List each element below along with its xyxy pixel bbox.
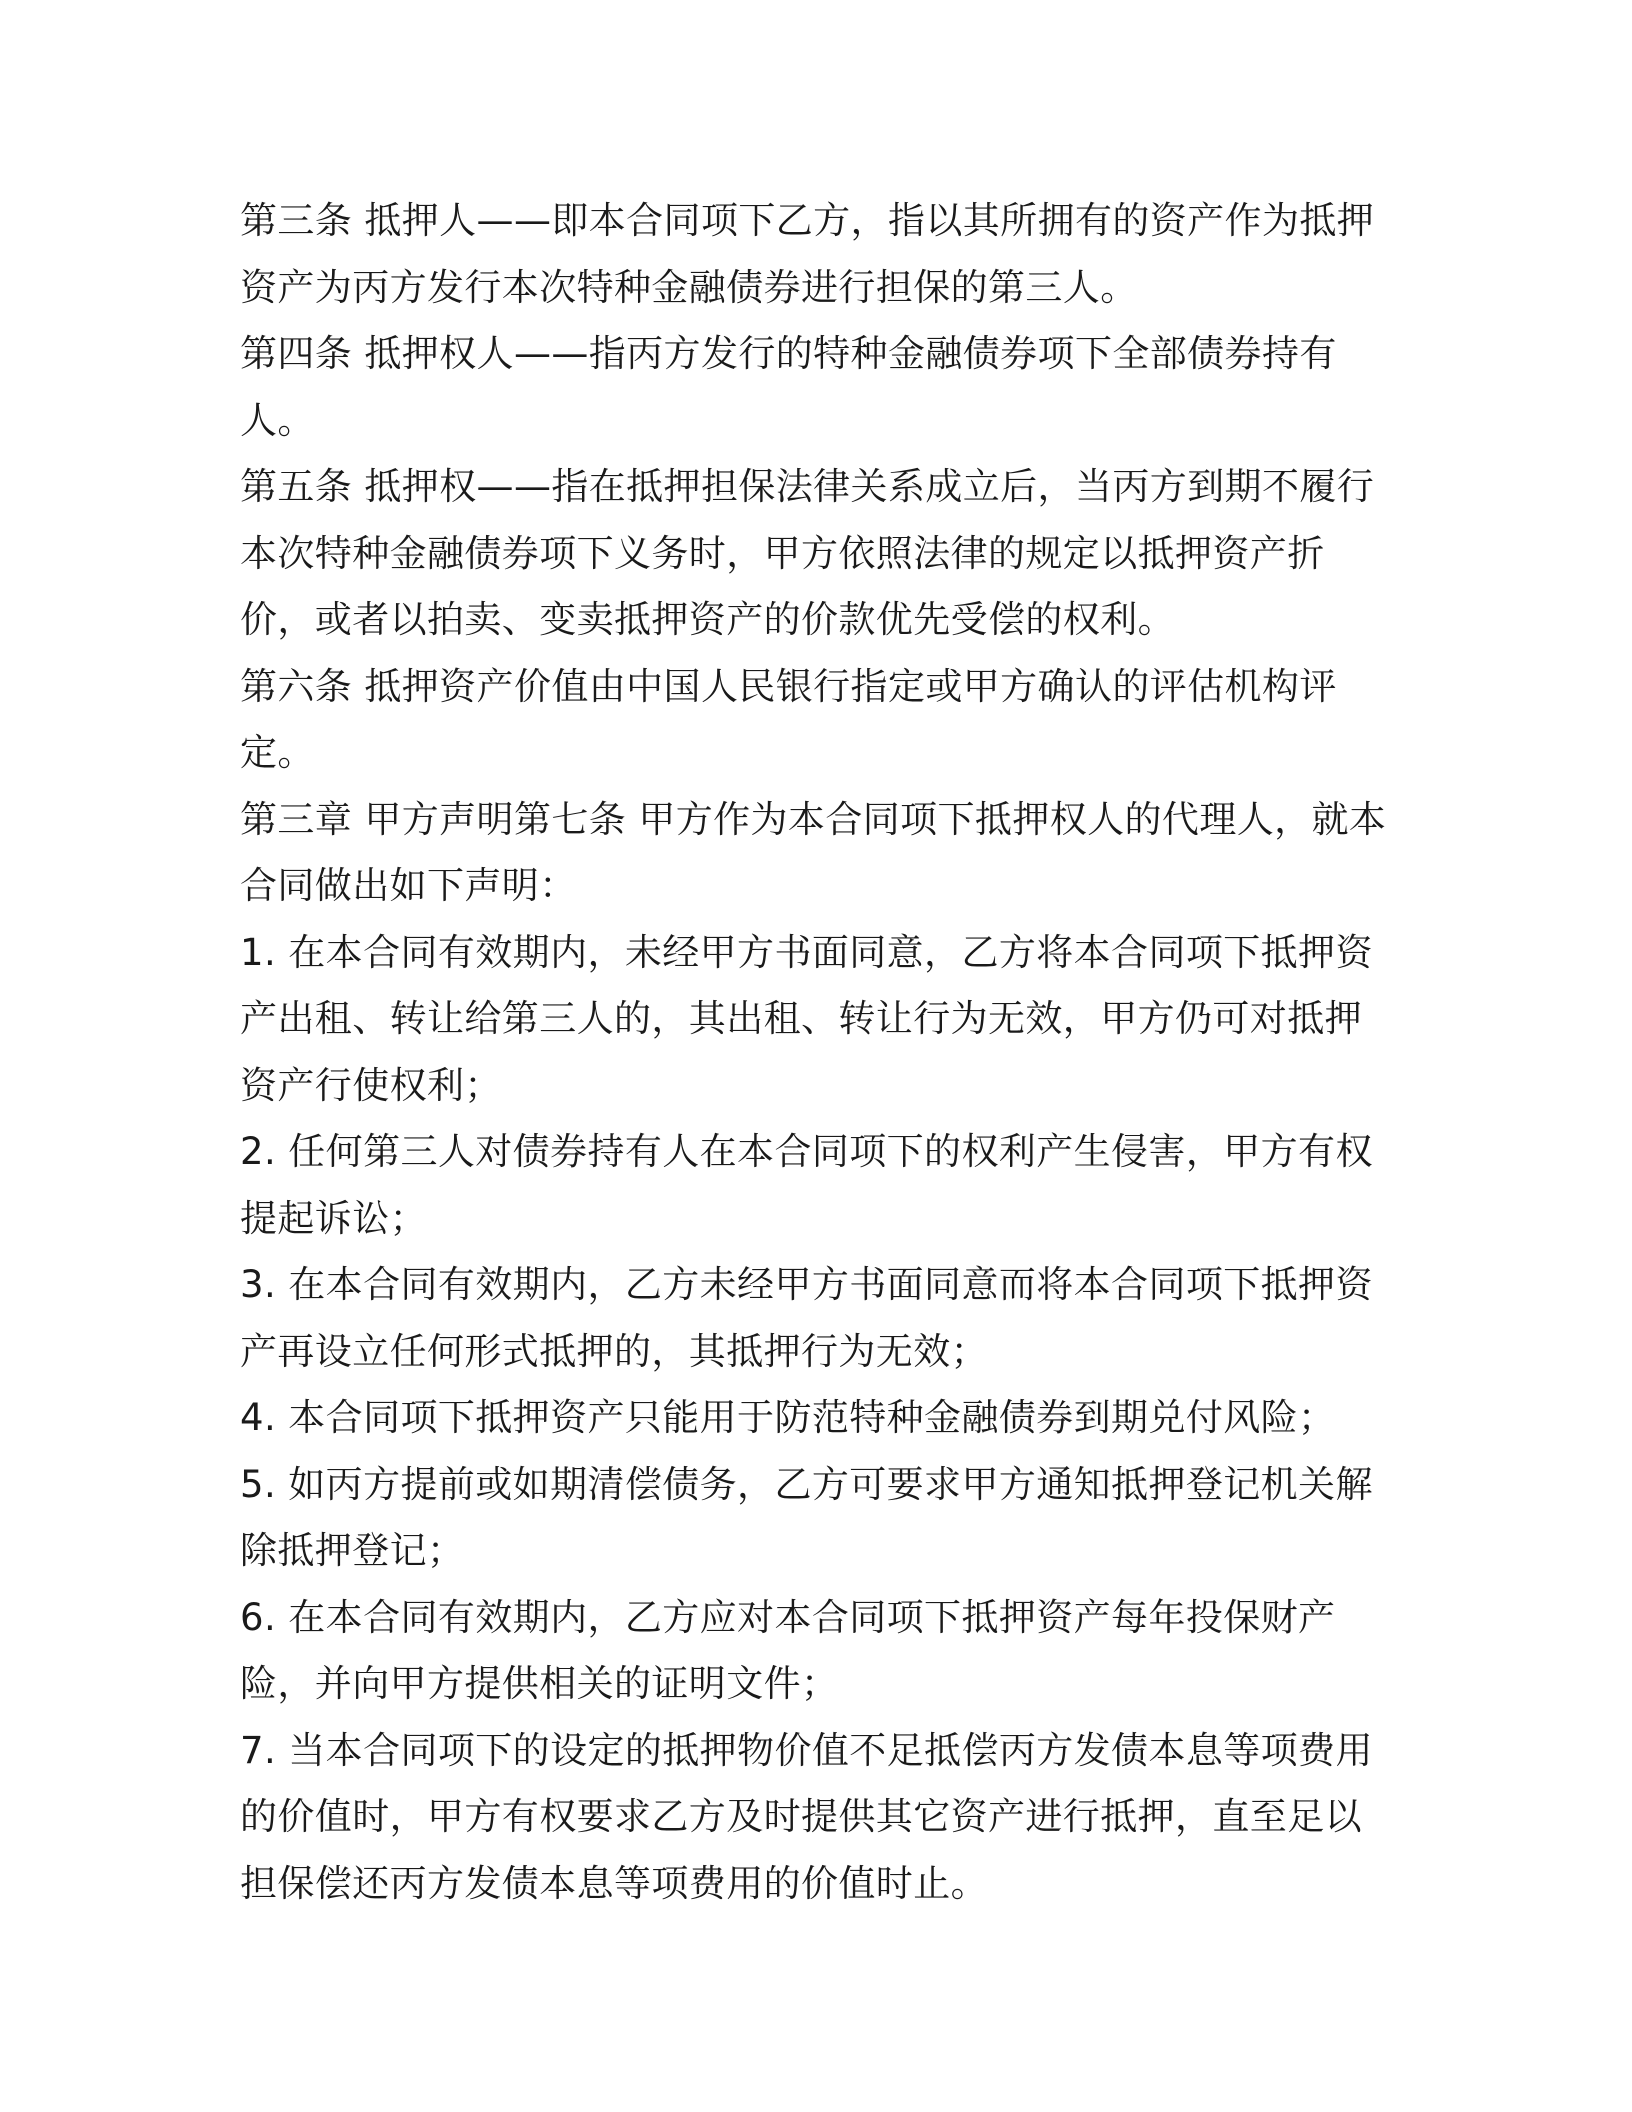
declaration-item-2: 2. 任何第三人对债券持有人在本合同项下的权利产生侵害，甲方有权提起诉讼； [240,1130,1373,1240]
declaration-item-5: 5. 如丙方提前或如期清偿债务，乙方可要求甲方通知抵押登记机关解除抵押登记； [240,1462,1373,1572]
chapter-3-party-a-declaration: 第三章 甲方声明第七条 甲方作为本合同项下抵押权人的代理人，就本合同做出如下声明： [240,797,1387,907]
declaration-item-1: 1. 在本合同有效期内，未经甲方书面同意，乙方将本合同项下抵押资产出租、转让给第三人的，其出租、转让行为无效，甲方仍可对抵押资产行使权利； [240,930,1373,1107]
declaration-item-6: 6. 在本合同有效期内，乙方应对本合同项下抵押资产每年投保财产险，并向甲方提供相关的证明文件； [240,1595,1336,1705]
clause-3-mortgagor: 第三条 抵押人——即本合同项下乙方，指以其所拥有的资产作为抵押资产为丙方发行本次特种金融债券进行担保的第三人。 [240,199,1375,309]
document-body [240,188,1390,1917]
clause-4-mortgagee: 第四条 抵押权人——指丙方发行的特种金融债券项下全部债券持有人。 [240,332,1337,442]
clause-5-mortgage-right: 第五条 抵押权——指在抵押担保法律关系成立后，当丙方到期不履行本次特种金融债券项下义务时，甲方依照法律的规定以抵押资产折价，或者以拍卖、变卖抵押资产的价款优先受偿的权利。 [240,465,1375,641]
declaration-item-7: 7. 当本合同项下的设定的抵押物价值不足抵偿丙方发债本息等项费用的价值时，甲方有权要求乙方及时提供其它资产进行抵押，直至足以担保偿还丙方发债本息等项费用的价值时止。 [240,1728,1373,1905]
clause-6-asset-valuation: 第六条 抵押资产价值由中国人民银行指定或甲方确认的评估机构评定。 [240,664,1337,774]
declaration-item-4: 4. 本合同项下抵押资产只能用于防范特种金融债券到期兑付风险； [240,1396,1336,1439]
declaration-item-3: 3. 在本合同有效期内，乙方未经甲方书面同意而将本合同项下抵押资产再设立任何形式抵押的，其抵押行为无效； [240,1263,1373,1373]
